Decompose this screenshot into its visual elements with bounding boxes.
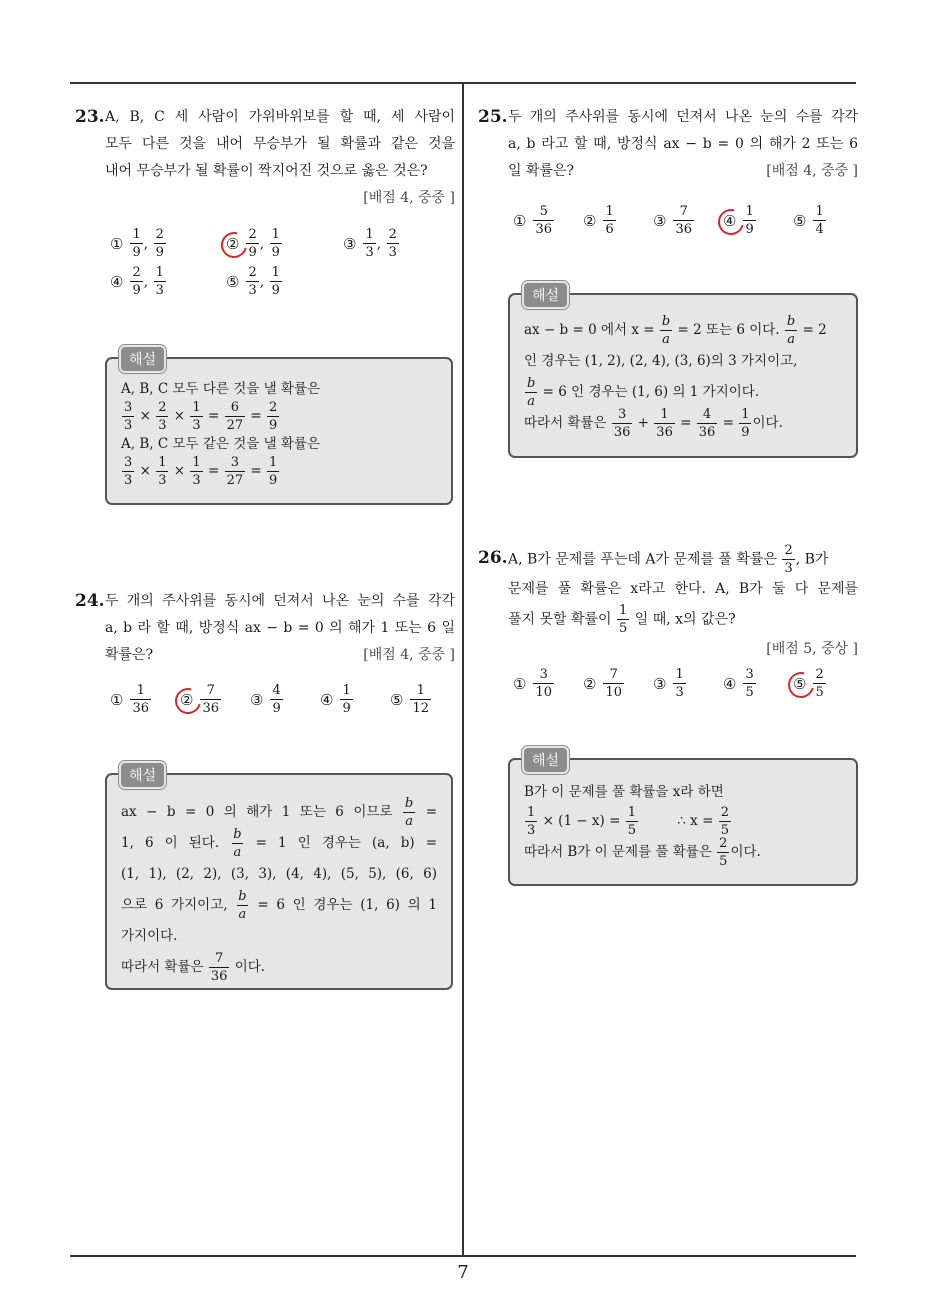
solution-box <box>508 758 858 886</box>
choice-2[interactable]: ② $\frac{1}{6}$ <box>583 204 614 237</box>
question-text-line: A, B가 문제를 푸는데 A가 문제를 풀 확률은 $\frac{2}{3}$ , B가 <box>508 543 829 576</box>
choice-3[interactable]: ③ $\frac{7}{36}$ <box>653 204 692 237</box>
choice-3[interactable]: ③ $\frac{1}{3}$ , $\frac{2}{3}$ <box>343 227 397 260</box>
choice-4[interactable]: ④ $\frac{3}{5}$ <box>723 667 754 700</box>
solution-text: 1, 6 이 된다. $\frac{b}{a}$ = 1 인 경우는 (a, b) = <box>121 827 438 860</box>
question-meta: [배점 4, 중중 ] <box>766 163 858 179</box>
solution-text: 가지이다. <box>121 928 178 944</box>
solution-box <box>105 773 453 990</box>
choice-2[interactable]: ② $\frac{2}{9}$ , $\frac{1}{9}$ <box>226 228 283 259</box>
question-text-line: A, B, C 세 사람이 가위바위보를 할 때, 세 사람이 <box>105 109 455 125</box>
question-text-line: 문제를 풀 확률은 x라고 한다. A, B가 둘 다 문제를 <box>508 581 858 597</box>
question-text-line: 두 개의 주사위를 동시에 던져서 나온 눈의 수를 각각 <box>105 593 455 609</box>
choice-4[interactable]: ④ $\frac{1}{9}$ <box>723 205 757 236</box>
solution-box <box>105 357 453 505</box>
solution-text: $\frac{b}{a}$ = 6 인 경우는 (1, 6) 의 1 가지이다. <box>527 376 760 409</box>
choice-2[interactable]: ② $\frac{7}{10}$ <box>583 667 622 700</box>
choice-1[interactable]: ① $\frac{3}{10}$ <box>513 667 552 700</box>
question-text-line: 일 확률은? [배점 4, 중중 ] <box>508 158 858 185</box>
solution-box <box>508 293 858 458</box>
choice-4[interactable]: ④ $\frac{2}{9}$ , $\frac{1}{3}$ <box>110 265 164 298</box>
solution-text: ax − b = 0 의 해가 1 또는 6 이므로 $\frac{b}{a}$ = <box>121 796 438 829</box>
question-26 <box>478 544 858 664</box>
choice-5[interactable]: ⑤ $\frac{2}{5}$ <box>793 668 827 699</box>
solution-text: 인 경우는 (1, 2), (2, 4), (3, 6)의 3 가지이고, <box>524 353 798 369</box>
solution-tag: 해설 <box>119 761 166 789</box>
question-text-line: 내어 무승부가 될 확률이 짝지어진 것으로 옳은 것은? <box>105 163 428 179</box>
choice-5[interactable]: ⑤ $\frac{1}{12}$ <box>390 683 429 716</box>
choice-5[interactable]: ⑤ $\frac{1}{4}$ <box>793 204 824 237</box>
question-number: 25. <box>478 107 508 127</box>
solution-text: 으로 6 가지이고, $\frac{b}{a}$ = 6 인 경우는 (1, 6) 의 1 <box>121 889 437 922</box>
choice-1[interactable]: ① $\frac{1}{9}$ , $\frac{2}{9}$ <box>110 227 164 260</box>
solution-text: A, B, C 모두 같은 것을 낼 확률은 <box>121 436 321 452</box>
solution-text: 따라서 확률은 $\frac{3}{36}$ + $\frac{1}{36}$ = $\frac{4}{36}$ = $\frac{1}{9}$ 이다. <box>524 407 783 440</box>
solution-text: ax − b = 0 에서 x = $\frac{b}{a}$ = 2 또는 6 이다. $\frac{b}{a}$ = 2 <box>524 314 827 347</box>
solution-tag: 해설 <box>522 281 569 309</box>
question-text-line: a, b 라 할 때, 방정식 ax − b = 0 의 해가 1 또는 6 일 <box>105 620 455 636</box>
choice-3[interactable]: ③ $\frac{1}{3}$ <box>653 667 684 700</box>
question-text-line: 두 개의 주사위를 동시에 던져서 나온 눈의 수를 각각 <box>508 109 858 125</box>
column-divider <box>462 84 464 1255</box>
solution-text: 따라서 확률은 $\frac{7}{36}$ 이다. <box>121 951 266 984</box>
question-text-line: 확률은? [배점 4, 중중 ] <box>105 642 455 669</box>
question-24 <box>75 588 455 669</box>
solution-equation: $\frac{3}{3}$ × $\frac{1}{3}$ × $\frac{1}{3}$ = $\frac{3}{27}$ = $\frac{1}{9}$ <box>124 455 278 488</box>
solution-text: B가 이 문제를 풀 확률을 x라 하면 <box>524 784 724 800</box>
choice-4[interactable]: ④ $\frac{1}{9}$ <box>320 683 351 716</box>
choice-3[interactable]: ③ $\frac{4}{9}$ <box>250 683 281 716</box>
solution-tag: 해설 <box>119 345 166 373</box>
solution-equation: $\frac{1}{3}$ × (1 − x) = $\frac{1}{5}$ ∴ x = $\frac{2}{5}$ <box>527 805 729 838</box>
question-number: 26. <box>478 548 508 568</box>
question-number: 23. <box>75 107 105 127</box>
solution-equation: $\frac{3}{3}$ × $\frac{2}{3}$ × $\frac{1}{3}$ = $\frac{6}{27}$ = $\frac{2}{9}$ <box>124 400 278 433</box>
choice-1[interactable]: ① $\frac{5}{36}$ <box>513 204 552 237</box>
question-text-line: a, b 라고 할 때, 방정식 ax − b = 0 의 해가 2 또는 6 <box>508 136 858 152</box>
choice-1[interactable]: ① $\frac{1}{36}$ <box>110 683 149 716</box>
solution-text: 따라서 B가 이 문제를 풀 확률은 $\frac{2}{5}$ 이다. <box>524 836 761 869</box>
question-25 <box>478 104 858 185</box>
choice-2[interactable]: ② $\frac{7}{36}$ <box>180 684 222 715</box>
question-23 <box>75 104 455 212</box>
question-text-line: 풀지 못할 확률이 $\frac{1}{5}$ 일 때, x의 값은? <box>508 603 736 636</box>
question-text-line: 모두 다른 것을 내어 무승부가 될 확률과 같은 것을 <box>105 136 455 152</box>
choice-5[interactable]: ⑤ $\frac{2}{3}$ , $\frac{1}{9}$ <box>226 265 280 298</box>
page-number: 7 <box>457 1262 469 1283</box>
question-number: 24. <box>75 591 105 611</box>
question-meta: [배점 4, 중중 ] <box>363 190 455 206</box>
question-meta: [배점 5, 중상 ] <box>766 641 858 657</box>
question-meta: [배점 4, 중중 ] <box>363 647 455 663</box>
footer-rule <box>70 1255 856 1257</box>
solution-text: A, B, C 모두 다른 것을 낼 확률은 <box>121 381 321 397</box>
solution-text: (1, 1), (2, 2), (3, 3), (4, 4), (5, 5), (6, 6) <box>121 866 437 882</box>
solution-tag: 해설 <box>522 746 569 774</box>
